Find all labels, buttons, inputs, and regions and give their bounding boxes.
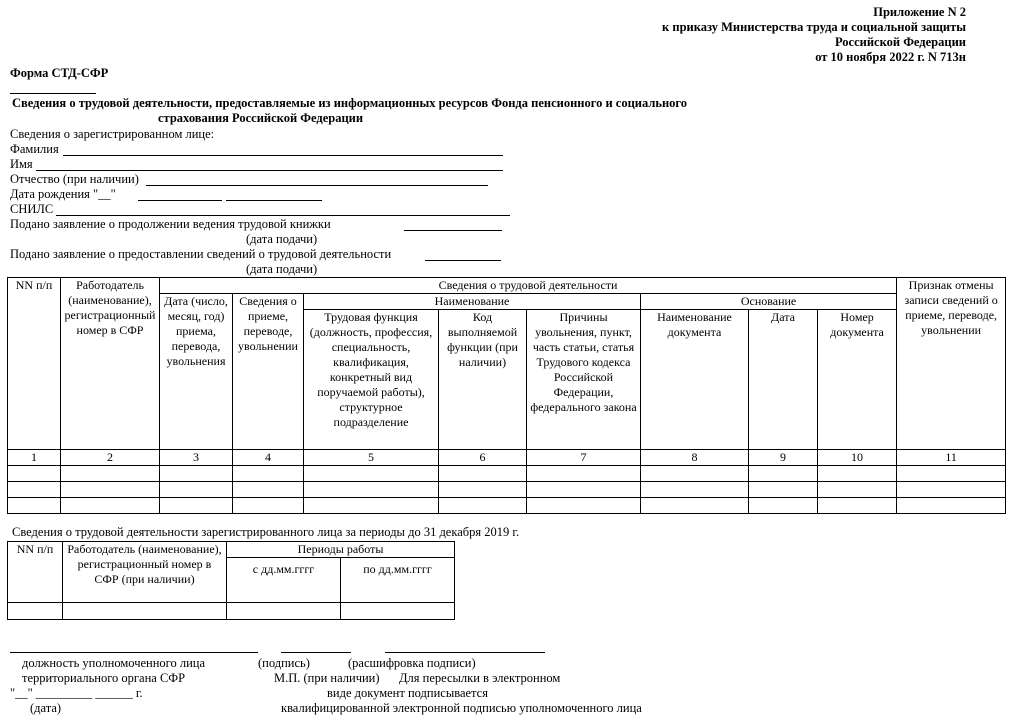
pre-2020-group-periods: Периоды работы xyxy=(227,542,455,558)
pre-2020-col-employer: Работодатель (наименование), регистрационный номер в СФР (при наличии) xyxy=(63,542,227,603)
col-header-date: Дата (число, месяц, год) приема, перевода, увольнения xyxy=(160,294,233,450)
birthdate-month-field[interactable] xyxy=(138,200,222,201)
column-number: 3 xyxy=(160,450,233,466)
date-label: (дата) xyxy=(30,701,62,715)
document-title-line-1: Сведения о трудовой деятельности, предоставляемые из информационных ресурсов Фонда пенсионного и социального xyxy=(12,96,688,110)
provide-date-hint: (дата подачи) xyxy=(246,262,318,276)
appendix-line-3: Российской Федерации xyxy=(834,35,966,49)
column-numbers-row xyxy=(8,450,1006,466)
column-number: 2 xyxy=(61,450,160,466)
col-header-doc-name: Наименование документа xyxy=(641,310,749,450)
provide-info-date-field[interactable] xyxy=(425,260,501,261)
column-number: 10 xyxy=(818,450,897,466)
table-row[interactable] xyxy=(8,466,1006,482)
column-number: 5 xyxy=(304,450,439,466)
patronymic-field[interactable] xyxy=(146,185,488,186)
snils-label: СНИЛС xyxy=(10,202,54,216)
column-number: 7 xyxy=(527,450,641,466)
continue-date-hint: (дата подачи) xyxy=(246,232,318,246)
col-header-employer: Работодатель (наименование), регистрационный номер в СФР xyxy=(61,278,160,450)
surname-field[interactable] xyxy=(63,155,503,156)
form-name: Форма СТД-СФР xyxy=(10,66,109,80)
appendix-line-1: Приложение N 2 xyxy=(873,5,966,19)
group-header-name: Наименование xyxy=(304,294,641,310)
column-number: 6 xyxy=(439,450,527,466)
position-line[interactable] xyxy=(10,652,258,653)
signature-label: (подпись) xyxy=(258,656,310,670)
pre-2020-col-from: с дд.мм.гггг xyxy=(227,558,341,603)
surname-label: Фамилия xyxy=(10,142,59,156)
document-title-line-2: страхования Российской Федерации xyxy=(158,111,364,125)
continue-workbook-date-field[interactable] xyxy=(404,230,502,231)
col-header-action: Сведения о приеме, переводе, увольнении xyxy=(233,294,304,450)
position-label: должность уполномоченного лица xyxy=(22,656,206,670)
appendix-line-2: к приказу Министерства труда и социальной защиты xyxy=(662,20,966,34)
name-label: Имя xyxy=(10,157,33,171)
birthdate-label: Дата рождения "__" xyxy=(10,187,116,201)
column-number: 9 xyxy=(749,450,818,466)
col-header-doc-date: Дата xyxy=(749,310,818,450)
column-number: 11 xyxy=(897,450,1006,466)
continue-workbook-label: Подано заявление о продолжении ведения трудовой книжки xyxy=(10,217,331,231)
col-header-cancel-flag: Признак отмены записи сведений о приеме, переводе, увольнении xyxy=(897,278,1006,450)
provide-info-label: Подано заявление о предоставлении сведений о трудовой деятельности xyxy=(10,247,392,261)
column-number: 8 xyxy=(641,450,749,466)
col-header-function-code: Код выполняемой функции (при наличии) xyxy=(439,310,527,450)
column-number: 4 xyxy=(233,450,304,466)
col-header-reasons: Причины увольнения, пункт, часть статьи, статья Трудового кодекса Российской Федерации, федерального закона xyxy=(527,310,641,450)
column-number: 1 xyxy=(8,450,61,466)
birthdate-year-field[interactable] xyxy=(226,200,322,201)
col-header-nn: NN п/п xyxy=(8,278,61,450)
electronic-note-line-2: виде документ подписывается xyxy=(327,686,488,700)
person-intro: Сведения о зарегистрированном лице: xyxy=(10,127,215,141)
position-label-2: территориального органа СФР xyxy=(22,671,186,685)
electronic-note-line-3: квалифицированной электронной подписью уполномоченного лица xyxy=(281,701,642,715)
signature-decode-label: (расшифровка подписи) xyxy=(348,656,476,670)
name-field[interactable] xyxy=(36,170,503,171)
group-header-labor-info: Сведения о трудовой деятельности xyxy=(160,278,897,294)
signature-decode-line[interactable] xyxy=(385,652,545,653)
table-row[interactable] xyxy=(8,482,1006,498)
stamp-label: М.П. (при наличии) xyxy=(274,671,380,685)
pre-2020-periods-table xyxy=(7,541,455,620)
labor-activity-table xyxy=(7,277,1006,514)
form-name-underline xyxy=(10,93,96,94)
date-line[interactable]: "__" _________ ______ г. xyxy=(10,686,143,700)
signature-line[interactable] xyxy=(281,652,351,653)
pre-2020-col-to: по дд.мм.гггг xyxy=(341,558,455,603)
electronic-note-line-1: Для пересылки в электронном xyxy=(399,671,561,685)
group-header-basis: Основание xyxy=(641,294,897,310)
col-header-doc-number: Номер документа xyxy=(818,310,897,450)
table-row[interactable] xyxy=(8,603,455,620)
snils-field[interactable] xyxy=(56,215,510,216)
col-header-function: Трудовая функция (должность, профессия, специальность, квалификация, конкретный вид поручаемой работы), структурное подразделение xyxy=(304,310,439,450)
pre-2020-caption: Сведения о трудовой деятельности зарегистрированного лица за периоды до 31 декабря 2019 г. xyxy=(12,525,520,539)
patronymic-label: Отчество (при наличии) xyxy=(10,172,139,186)
appendix-line-4: от 10 ноября 2022 г. N 713н xyxy=(815,50,966,64)
pre-2020-col-nn: NN п/п xyxy=(8,542,63,603)
table-row[interactable] xyxy=(8,498,1006,514)
